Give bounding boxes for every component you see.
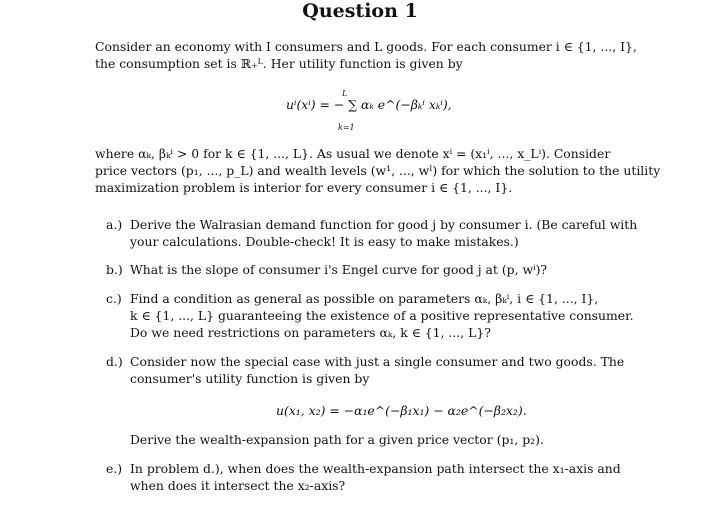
item-e-label: e.) bbox=[106, 461, 123, 476]
assumptions-line-1: where αₖ, βₖⁱ > 0 for k ∈ {1, ..., L}. As usual we denote xⁱ = (x₁ⁱ, ..., x_Lⁱ). Consider bbox=[95, 146, 611, 161]
sum-lower-limit: k=1 bbox=[338, 123, 355, 132]
item-a-line-2: your calculations. Double-check! It is easy to make mistakes.) bbox=[130, 234, 519, 249]
item-c-label: c.) bbox=[106, 291, 122, 306]
item-c-line-3: Do we need restrictions on parameters αₖ, k ∈ {1, ..., L}? bbox=[130, 325, 491, 340]
item-e-line-1: In problem d.), when does the wealth-expansion path intersect the x₁-axis and bbox=[130, 461, 621, 476]
item-e bbox=[106, 460, 626, 494]
intro-line-1: Consider an economy with I consumers and L goods. For each consumer i ∈ {1, ..., I}, bbox=[95, 39, 637, 54]
item-b-label: b.) bbox=[106, 262, 123, 277]
item-e-line-2: when does it intersect the x₂-axis? bbox=[130, 478, 346, 493]
item-d-label: d.) bbox=[106, 354, 123, 369]
item-d-line-1: Consider now the special case with just a single consumer and two goods. The bbox=[130, 354, 625, 369]
assumptions-paragraph bbox=[95, 145, 661, 196]
utility-equation-text: uⁱ(xⁱ) = − ∑ αₖ e^(−βₖⁱ xₖⁱ), bbox=[286, 97, 452, 112]
item-c-line-2: k ∈ {1, ..., L} guaranteeing the existence of a positive representative consumer. bbox=[130, 308, 634, 323]
item-d-line-2: consumer's utility function is given by bbox=[130, 371, 370, 386]
utility-equation bbox=[286, 96, 452, 113]
item-c bbox=[106, 290, 634, 341]
d-followup-text: Derive the wealth-expansion path for a given price vector (p₁, p₂). bbox=[130, 432, 544, 447]
item-a bbox=[106, 216, 638, 250]
item-a-line-1: Derive the Walrasian demand function for good j by consumer i. (Be careful with bbox=[130, 217, 638, 232]
intro-paragraph bbox=[95, 38, 637, 72]
item-d bbox=[106, 353, 626, 387]
item-b-line-1: What is the slope of consumer i's Engel curve for good j at (p, wⁱ)? bbox=[130, 262, 548, 277]
intro-line-2: the consumption set is ℝ₊ᴸ. Her utility function is given by bbox=[95, 56, 463, 71]
sum-upper-limit: L bbox=[342, 89, 348, 98]
item-b bbox=[106, 261, 626, 278]
assumptions-line-3: maximization problem is interior for every consumer i ∈ {1, ..., I}. bbox=[95, 180, 513, 195]
assumptions-line-2: price vectors (p₁, ..., p_L) and wealth levels (w¹, ..., wᴵ) for which the solution to the utility bbox=[95, 163, 661, 178]
item-d-followup bbox=[106, 431, 626, 448]
item-c-line-1: Find a condition as general as possible on parameters αₖ, βₖⁱ, i ∈ {1, ..., I}, bbox=[130, 291, 599, 306]
item-a-label: a.) bbox=[106, 217, 123, 232]
d-equation: u(x₁, x₂) = −α₁e^(−β₁x₁) − α₂e^(−β₂x₂). bbox=[276, 403, 527, 418]
question-title: Question 1 bbox=[302, 0, 418, 22]
